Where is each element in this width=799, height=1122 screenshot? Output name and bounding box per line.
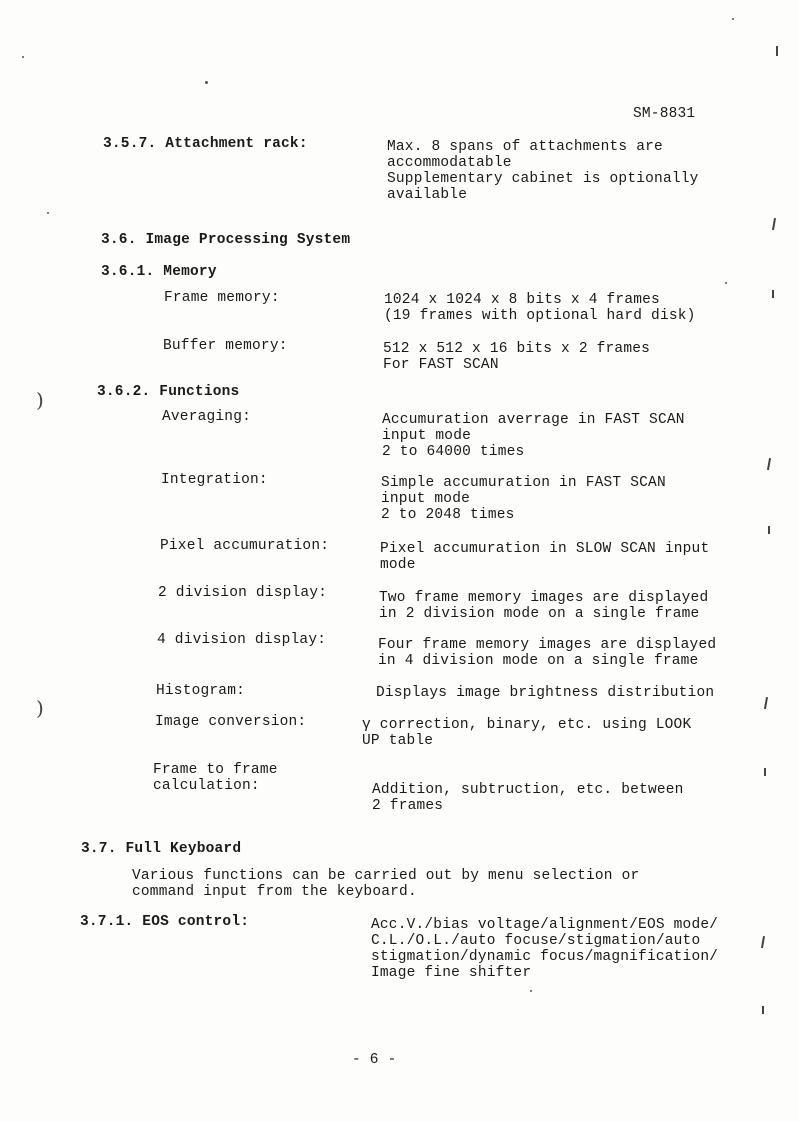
text-line: input mode xyxy=(381,491,471,507)
text-line: C.L./O.L./auto focuse/stigmation/auto xyxy=(371,933,701,949)
text-line: 2 to 64000 times xyxy=(382,444,525,460)
integration-label: Integration: xyxy=(161,472,268,488)
text-line: UP table xyxy=(362,733,434,749)
histogram-label: Histogram: xyxy=(156,683,246,699)
averaging-label: Averaging: xyxy=(162,409,252,425)
text-line: 1024 x 1024 x 8 bits x 4 frames xyxy=(384,292,660,308)
section-full-keyboard-heading: 3.7. Full Keyboard xyxy=(81,841,242,857)
frame-to-frame-label xyxy=(153,762,278,794)
text-line: Four frame memory images are displayed xyxy=(378,637,717,653)
text-line: accommodatable xyxy=(387,155,512,171)
four-division-display-label: 4 division display: xyxy=(157,632,327,648)
scan-artifact-tick xyxy=(764,768,766,776)
text-line: input mode xyxy=(382,428,472,444)
two-division-display-label: 2 division display: xyxy=(158,585,328,601)
scan-speck xyxy=(22,56,24,58)
document-code: SM-8831 xyxy=(633,106,696,122)
pixel-accumuration-label: Pixel accumuration: xyxy=(160,538,330,554)
frame-memory-label: Frame memory: xyxy=(164,290,280,306)
scan-artifact-tick xyxy=(761,936,765,948)
buffer-memory-label: Buffer memory: xyxy=(163,338,288,354)
text-line: 2 frames xyxy=(372,798,444,814)
text-line: command input from the keyboard. xyxy=(132,884,417,900)
full-keyboard-intro xyxy=(132,868,639,900)
histogram-description xyxy=(376,685,714,701)
text-line: Two frame memory images are displayed xyxy=(379,590,709,606)
scan-artifact-tick xyxy=(768,526,770,534)
text-line: Pixel accumuration in SLOW SCAN input xyxy=(380,541,710,557)
frame-to-frame-description xyxy=(372,782,684,814)
text-line: Max. 8 spans of attachments are xyxy=(387,139,663,155)
text-line: available xyxy=(387,187,468,203)
averaging-description xyxy=(382,412,685,460)
text-line: γ correction, binary, etc. using LOOK xyxy=(362,717,692,733)
section-functions-heading: 3.6.2. Functions xyxy=(97,384,240,400)
text-line: Frame to frame xyxy=(153,762,278,778)
image-conversion-description xyxy=(362,717,691,749)
text-line: mode xyxy=(380,557,416,573)
image-conversion-label: Image conversion: xyxy=(155,714,307,730)
scan-speck xyxy=(47,212,49,214)
scan-speck xyxy=(725,282,727,284)
scan-speck xyxy=(732,18,734,20)
section-attachment-rack-label: 3.5.7. Attachment rack: xyxy=(103,136,308,152)
integration-description xyxy=(381,475,666,523)
scan-artifact-tick xyxy=(772,218,776,230)
text-line: Image fine shifter xyxy=(371,965,532,981)
attachment-rack-description xyxy=(387,139,699,203)
section-memory-heading: 3.6.1. Memory xyxy=(101,264,217,280)
buffer-memory-value xyxy=(383,341,650,373)
text-line: Addition, subtruction, etc. between xyxy=(372,782,684,798)
text-line: 512 x 512 x 16 bits x 2 frames xyxy=(383,341,651,357)
text-line: Simple accumuration in FAST SCAN xyxy=(381,475,666,491)
scan-artifact-tick xyxy=(762,1006,764,1014)
two-division-display-description xyxy=(379,590,708,622)
text-line: 2 to 2048 times xyxy=(381,507,515,523)
text-line: Acc.V./bias voltage/alignment/EOS mode/ xyxy=(371,917,719,933)
scan-artifact-tick xyxy=(767,458,771,470)
frame-memory-value xyxy=(384,292,696,324)
text-line: in 4 division mode on a single frame xyxy=(378,653,699,669)
four-division-display-description xyxy=(378,637,716,669)
scan-artifact-paren: ) xyxy=(36,696,44,720)
text-line: Accumuration averrage in FAST SCAN xyxy=(382,412,685,428)
scan-speck xyxy=(205,81,208,84)
scan-speck xyxy=(530,990,532,992)
text-line: calculation: xyxy=(153,778,260,794)
page-number: - 6 - xyxy=(352,1052,397,1068)
scan-artifact-tick xyxy=(772,290,774,298)
text-line: (19 frames with optional hard disk) xyxy=(384,308,696,324)
eos-control-description xyxy=(371,917,718,981)
section-image-processing-heading: 3.6. Image Processing System xyxy=(101,232,351,248)
scan-artifact-paren: ) xyxy=(36,388,44,412)
text-line: Supplementary cabinet is optionally xyxy=(387,171,699,187)
eos-control-label: 3.7.1. EOS control: xyxy=(80,914,250,930)
text-line: Various functions can be carried out by menu selection or xyxy=(132,868,640,884)
text-line: Displays image brightness distribution xyxy=(376,685,715,701)
scan-artifact-tick xyxy=(764,697,768,709)
text-line: For FAST SCAN xyxy=(383,357,499,373)
text-line: in 2 division mode on a single frame xyxy=(379,606,700,622)
pixel-accumuration-description xyxy=(380,541,709,573)
text-line: stigmation/dynamic focus/magnification/ xyxy=(371,949,719,965)
scan-artifact-tick xyxy=(776,46,778,56)
